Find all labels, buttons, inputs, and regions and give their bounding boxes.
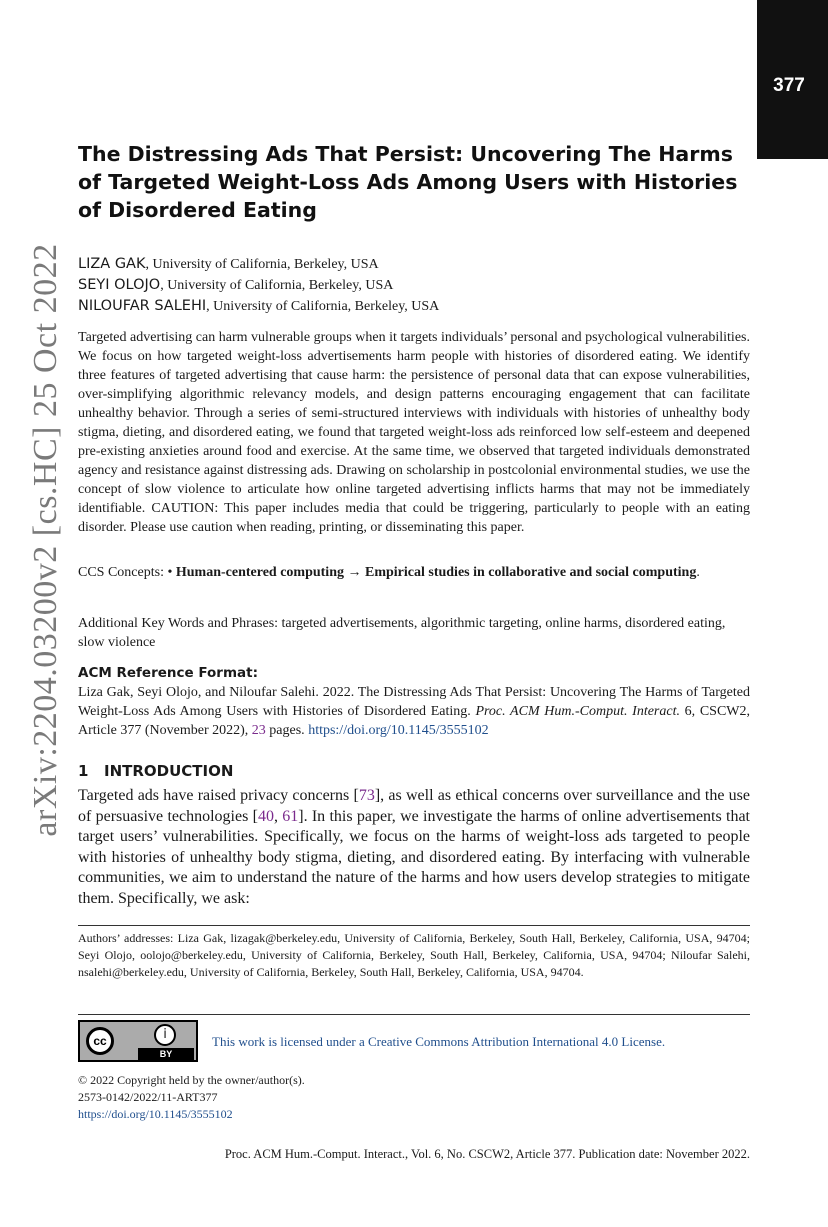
creative-commons-icon: cc [86,1027,114,1055]
license-link[interactable]: This work is licensed under a Creative Commons Attribution International 4.0 License. [212,1034,666,1049]
ccs-concept: Human-centered computing → Empirical studies in collaborative and social computing [175,565,697,580]
intro-text: ], as well as ethical concerns over surveillance and the use of persuasive technologies [ [78,787,751,825]
ccs-prefix: CCS Concepts: • [78,565,176,580]
acm-reference-details: 6, CSCW2, Article 377 (November 2022), [78,704,750,738]
intro-text: , [273,807,283,825]
section-number: 1 [78,762,89,780]
arxiv-stamp: arXiv:2204.03200v2 [cs.HC] 25 Oct 2022 [27,243,64,837]
acm-reference-journal: Proc. ACM Hum.-Comput. Interact. [475,704,680,719]
acm-reference-format [78,664,750,740]
section-heading [78,761,233,781]
introduction-paragraph [78,786,750,909]
citation-link[interactable]: 40 [257,807,274,825]
footnote-divider [78,925,750,926]
acm-reference-heading: ACM Reference Format: [78,665,258,681]
ccs-concepts [78,563,750,582]
copyright-line: © 2022 Copyright held by the owner/author(s). [78,1073,305,1087]
by-label: BY [138,1048,194,1060]
page-number: 377 [773,75,805,96]
citation-link[interactable]: 73 [358,787,375,804]
attribution-box [138,1024,194,1058]
author-affiliation: , University of California, Berkeley, USA [145,257,379,272]
page-number-tab [757,0,828,159]
abstract: Targeted advertising can harm vulnerable groups when it targets individuals’ personal and psychological vulnerabilities. We focus on how targeted weight-loss advertisements harm people with histories of disordered eating. We identify three features of targeted advertising that cause harm: the persistence of personal data that can expose vulnerabilities, over-simplifying algorithmic relevancy models, and design patterns encouraging engagement that can facilitate unhealthy behavior. Through a series of semi-structured interviews with individuals with histories of unhealthy body stigma, dieting, and disordered eating, we found that targeted weight-loss ads reinforced low self-esteem and deepened pre-existing anxieties around food and exercise. At the same time, we observed that targeted individuals demonstrated agency and resistance against distressing ads. Drawing on scholarship in postcolonial environmental studies, we use the concept of slow violence to articulate how online targeted advertising inflicts harms that may not be immediately identifiable. CAUTION: This paper includes media that could be triggering, particularly to people with an eating disorder. Please use caution when reading, printing, or disseminating this paper. [78,330,750,535]
running-footer: Proc. ACM Hum.-Comput. Interact., Vol. 6, No. CSCW2, Article 377. Publication date: November 2022. [224,1147,750,1161]
license-divider [78,1014,750,1015]
paper-title: The Distressing Ads That Persist: Uncovering The Harms of Targeted Weight-Loss Ads Among Users with Histories of Disordered Eating [78,142,738,222]
copyright-block [78,1072,305,1123]
author-list [78,254,758,317]
copyright-doi-link[interactable]: https://doi.org/10.1145/3555102 [78,1107,233,1121]
author-name: SEYI OLOJO [78,277,161,293]
keywords: Additional Key Words and Phrases: targeted advertisements, algorithmic targeting, online harms, disordered eating, slow violence [78,616,726,650]
cc-by-license-badge[interactable] [78,1020,198,1062]
acm-reference-pages-suffix: pages. [265,723,309,738]
doi-link[interactable]: https://doi.org/10.1145/3555102 [308,723,489,738]
issn-line: 2573-0142/2022/11-ART377 [78,1090,218,1104]
acm-reference-text [78,683,750,740]
acm-reference-body: Liza Gak, Seyi Olojo, and Niloufar Salehi. 2022. The Distressing Ads That Persist: Uncovering The Harms of Targeted Weight-Loss Ads Among Users with Histories of Disordered Eating. [78,685,750,719]
author-entry [78,275,758,296]
intro-text: ]. In this paper, we investigate the harms of online advertisements that target users’ vulnerabilities. Specifically, we focus on the harms of weight-loss ads targeted to people with histories of unhealthy body stigma, dieting, and disordered eating. By interfacing with vulnerable communities, we aim to understand the nature of the harms and how users develop strategies to mitigate them. Specifically, we ask: [78,807,751,907]
author-entry [78,296,758,317]
intro-text: Targeted ads have raised privacy concerns [ [78,787,359,804]
page-count-link[interactable]: 23 [251,723,266,738]
author-addresses-footnote: Authors’ addresses: Liza Gak, lizagak@berkeley.edu, University of California, Berkeley, South Hall, Berkeley, California, USA, 94704; Seyi Olojo, oolojo@berkeley.edu, University of California, Berkeley, South Hall, Berkeley, California, USA, 94704; Niloufar Salehi, nsalehi@berkeley.edu, University of California, Berkeley, South Hall, Berkeley, California, USA, 94704. [78,931,750,979]
citation-link[interactable]: 61 [282,807,299,825]
ccs-suffix: . [696,565,700,580]
author-entry [78,254,758,275]
author-name: NILOUFAR SALEHI [78,298,207,314]
attribution-person-icon: i [154,1024,176,1046]
author-name: LIZA GAK [78,256,146,272]
author-affiliation: , University of California, Berkeley, USA [206,299,440,314]
section-title: INTRODUCTION [104,762,234,780]
author-affiliation: , University of California, Berkeley, USA [160,278,394,293]
